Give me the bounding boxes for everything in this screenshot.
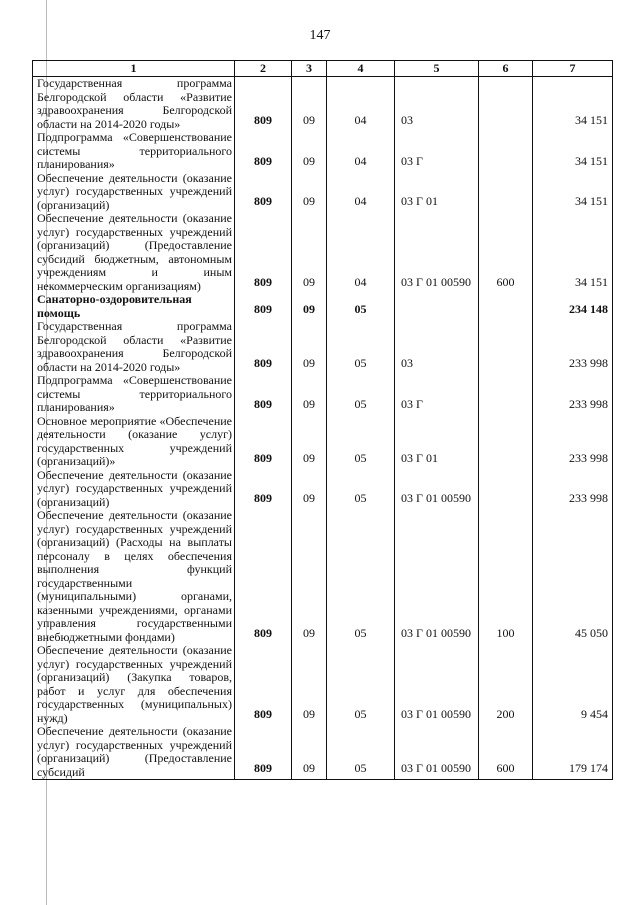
- row-subsection-code: 05: [327, 293, 395, 320]
- row-grbs-code: 809: [235, 725, 292, 780]
- row-name: Санаторно-оздоровительная помощь: [33, 293, 235, 320]
- row-name: Обеспечение деятельности (оказание услуг) государственных учреждений (организаций): [33, 172, 235, 213]
- row-subsection-code: 04: [327, 172, 395, 213]
- row-amount: 233 998: [533, 415, 613, 469]
- row-expense-type: [479, 469, 533, 510]
- row-subsection-code: 05: [327, 320, 395, 374]
- row-name: Обеспечение деятельности (оказание услуг) государственных учреждений (организаций) (Предоставление субсидий: [33, 725, 235, 780]
- table-row: [33, 212, 613, 293]
- row-amount: 34 151: [533, 77, 613, 132]
- row-expense-type: [479, 77, 533, 132]
- table-row: [33, 131, 613, 172]
- header-col-3: 3: [292, 61, 327, 77]
- header-col-6: 6: [479, 61, 533, 77]
- table-row: [33, 374, 613, 415]
- row-name: Обеспечение деятельности (оказание услуг) государственных учреждений (организаций): [33, 469, 235, 510]
- row-subsection-code: 04: [327, 131, 395, 172]
- row-target-article: 03 Г: [395, 374, 479, 415]
- table-row: [33, 644, 613, 725]
- row-expense-type: 600: [479, 725, 533, 780]
- row-expense-type: [479, 293, 533, 320]
- row-target-article: 03 Г 01: [395, 172, 479, 213]
- row-expense-type: [479, 415, 533, 469]
- row-amount: 9 454: [533, 644, 613, 725]
- table-row: [33, 77, 613, 132]
- row-expense-type: [479, 320, 533, 374]
- row-amount: 179 174: [533, 725, 613, 780]
- row-expense-type: 100: [479, 509, 533, 644]
- header-col-5: 5: [395, 61, 479, 77]
- table-row: [33, 509, 613, 644]
- row-section-code: 09: [292, 77, 327, 132]
- table-body: [33, 77, 613, 780]
- table-row: [33, 469, 613, 510]
- row-section-code: 09: [292, 131, 327, 172]
- row-section-code: 09: [292, 469, 327, 510]
- row-grbs-code: 809: [235, 509, 292, 644]
- row-grbs-code: 809: [235, 131, 292, 172]
- row-expense-type: 200: [479, 644, 533, 725]
- row-subsection-code: 05: [327, 469, 395, 510]
- row-section-code: 09: [292, 374, 327, 415]
- row-name: Государственная программа Белгородской области «Развитие здравоохранения Белгородской области на 2014-2020 годы»: [33, 77, 235, 132]
- row-amount: 234 148: [533, 293, 613, 320]
- row-section-code: 09: [292, 644, 327, 725]
- row-grbs-code: 809: [235, 293, 292, 320]
- row-target-article: 03 Г 01 00590: [395, 509, 479, 644]
- row-subsection-code: 05: [327, 725, 395, 780]
- row-subsection-code: 05: [327, 415, 395, 469]
- row-grbs-code: 809: [235, 374, 292, 415]
- row-target-article: 03: [395, 320, 479, 374]
- row-section-code: 09: [292, 725, 327, 780]
- row-name: Обеспечение деятельности (оказание услуг) государственных учреждений (организаций) (Закупка товаров, работ и услуг для обеспечения государственных (муниципальных) нужд): [33, 644, 235, 725]
- row-target-article: 03 Г 01 00590: [395, 212, 479, 293]
- row-section-code: 09: [292, 212, 327, 293]
- row-expense-type: [479, 374, 533, 415]
- row-expense-type: [479, 131, 533, 172]
- row-amount: 34 151: [533, 172, 613, 213]
- header-col-2: 2: [235, 61, 292, 77]
- row-name: Подпрограмма «Совершенствование системы территориального планирования»: [33, 131, 235, 172]
- row-expense-type: [479, 172, 533, 213]
- row-amount: 233 998: [533, 320, 613, 374]
- row-grbs-code: 809: [235, 212, 292, 293]
- row-grbs-code: 809: [235, 415, 292, 469]
- row-subsection-code: 04: [327, 77, 395, 132]
- row-section-code: 09: [292, 415, 327, 469]
- row-target-article: 03: [395, 77, 479, 132]
- table-header-row: [33, 61, 613, 77]
- row-target-article: 03 Г 01: [395, 415, 479, 469]
- table-row: [33, 172, 613, 213]
- row-name: Обеспечение деятельности (оказание услуг) государственных учреждений (организаций) (Предоставление субсидий бюджетным, автономным учреждениям и иным некоммерческим организациям): [33, 212, 235, 293]
- row-section-code: 09: [292, 320, 327, 374]
- row-subsection-code: 05: [327, 644, 395, 725]
- row-grbs-code: 809: [235, 644, 292, 725]
- row-name: Подпрограмма «Совершенствование системы территориального планирования»: [33, 374, 235, 415]
- table-row: [33, 415, 613, 469]
- row-grbs-code: 809: [235, 77, 292, 132]
- row-subsection-code: 05: [327, 509, 395, 644]
- page-number: 147: [309, 28, 331, 43]
- row-grbs-code: 809: [235, 320, 292, 374]
- row-target-article: 03 Г 01 00590: [395, 725, 479, 780]
- row-expense-type: 600: [479, 212, 533, 293]
- header-col-1: 1: [33, 61, 235, 77]
- row-grbs-code: 809: [235, 172, 292, 213]
- row-target-article: 03 Г 01 00590: [395, 644, 479, 725]
- row-subsection-code: 04: [327, 212, 395, 293]
- row-target-article: [395, 293, 479, 320]
- row-grbs-code: 809: [235, 469, 292, 510]
- row-section-code: 09: [292, 293, 327, 320]
- table-row: [33, 320, 613, 374]
- row-amount: 45 050: [533, 509, 613, 644]
- row-amount: 34 151: [533, 212, 613, 293]
- row-target-article: 03 Г 01 00590: [395, 469, 479, 510]
- table-row: [33, 293, 613, 320]
- row-name: Обеспечение деятельности (оказание услуг) государственных учреждений (организаций) (Расходы на выплаты персоналу в целях обеспечения выполнения функций государственными (муниципальными) органами, казенными учреждениями, органами управления государственными внебюджетными фондами): [33, 509, 235, 644]
- table-row: [33, 725, 613, 780]
- header-col-7: 7: [533, 61, 613, 77]
- budget-table: [32, 60, 613, 780]
- row-name: Государственная программа Белгородской области «Развитие здравоохранения Белгородской области на 2014-2020 годы»: [33, 320, 235, 374]
- row-target-article: 03 Г: [395, 131, 479, 172]
- row-amount: 233 998: [533, 469, 613, 510]
- row-name: Основное мероприятие «Обеспечение деятельности (оказание услуг) государственных учреждений (организаций)»: [33, 415, 235, 469]
- row-section-code: 09: [292, 172, 327, 213]
- row-amount: 34 151: [533, 131, 613, 172]
- header-col-4: 4: [327, 61, 395, 77]
- row-amount: 233 998: [533, 374, 613, 415]
- row-subsection-code: 05: [327, 374, 395, 415]
- row-section-code: 09: [292, 509, 327, 644]
